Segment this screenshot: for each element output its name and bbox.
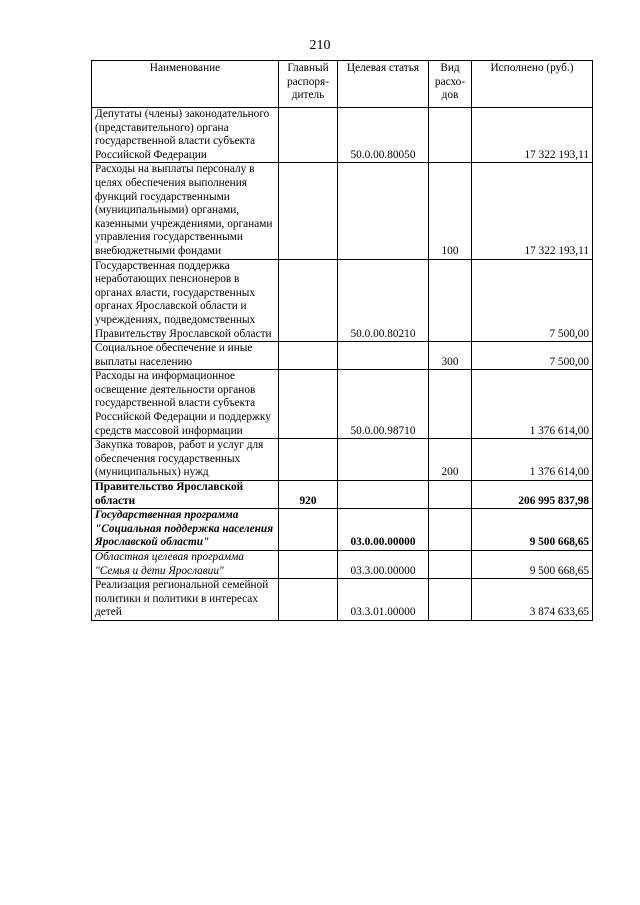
row-target-item-cell: 50.0.00.98710 [338,370,429,439]
row-name-cell: Расходы на информационное освещение деятельности органов государственной власти субъекта Российской Федерации и поддержку средств массовой информации [92,370,279,439]
row-expense-type-cell: 200 [429,439,472,481]
row-name-cell: Социальное обеспечение и иные выплаты населению [92,342,279,370]
page-number: 210 [309,38,331,53]
row-expense-type-cell [429,551,472,579]
row-executed-cell: 7 500,00 [472,259,593,342]
row-main-manager-cell [279,108,338,163]
header-executed: Исполнено (руб.) [472,61,593,108]
row-main-manager-cell [279,551,338,579]
row-main-manager-cell [279,439,338,481]
header-name: Наименование [92,61,279,108]
table-row [92,163,593,259]
row-expense-type-cell [429,259,472,342]
table-row [92,342,593,370]
row-target-item-cell: 03.0.00.00000 [338,509,429,551]
row-expense-type-cell: 300 [429,342,472,370]
row-target-item-cell: 50.0.00.80050 [338,108,429,163]
row-target-item-cell: 03.3.00.00000 [338,551,429,579]
header-main-manager: Главный распоря-дитель [279,61,338,108]
row-executed-cell: 17 322 193,11 [472,108,593,163]
row-executed-cell: 1 376 614,00 [472,370,593,439]
table-row [92,370,593,439]
row-expense-type-cell [429,579,472,621]
row-target-item-cell [338,481,429,509]
row-main-manager-cell: 920 [279,481,338,509]
table-row [92,481,593,509]
row-executed-cell: 3 874 633,65 [472,579,593,621]
table-row [92,551,593,579]
row-name-cell: Депутаты (члены) законодательного (представительного) органа государственной власти субъекта Российской Федерации [92,108,279,163]
row-name-cell: Государственная поддержка неработающих пенсионеров в органах власти, государственных органах Ярославской области и учреждениях, подведомственных Правительству Ярославской области [92,259,279,342]
row-executed-cell: 17 322 193,11 [472,163,593,259]
row-expense-type-cell [429,370,472,439]
row-executed-cell: 9 500 668,65 [472,551,593,579]
row-expense-type-cell [429,509,472,551]
table-row [92,259,593,342]
row-main-manager-cell [279,509,338,551]
row-name-cell: Закупка товаров, работ и услуг для обеспечения государственных (муниципальных) нужд [92,439,279,481]
row-target-item-cell [338,342,429,370]
row-name-cell: Государственная программа "Социальная поддержка населения Ярославской области" [92,509,279,551]
row-main-manager-cell [279,370,338,439]
row-target-item-cell: 03.3.01.00000 [338,579,429,621]
row-name-cell: Расходы на выплаты персоналу в целях обеспечения выполнения функций государственными (муниципальными) органами, казенными учреждениями, органами управления государственными внебюджетными фондами [92,163,279,259]
row-name-cell: Областная целевая программа "Семья и дети Ярославии" [92,551,279,579]
row-expense-type-cell [429,108,472,163]
row-main-manager-cell [279,342,338,370]
table-row [92,509,593,551]
row-executed-cell: 9 500 668,65 [472,509,593,551]
row-executed-cell: 7 500,00 [472,342,593,370]
row-expense-type-cell: 100 [429,163,472,259]
table-header-row [92,61,593,108]
row-target-item-cell [338,163,429,259]
row-target-item-cell [338,439,429,481]
budget-table [91,60,593,621]
header-expense-type: Вид расхо-дов [429,61,472,108]
row-main-manager-cell [279,163,338,259]
table-row [92,439,593,481]
row-executed-cell: 206 995 837,98 [472,481,593,509]
row-executed-cell: 1 376 614,00 [472,439,593,481]
row-main-manager-cell [279,259,338,342]
table-row [92,108,593,163]
header-target-item: Целевая статья [338,61,429,108]
row-expense-type-cell [429,481,472,509]
row-name-cell: Реализация региональной семейной политики и политики в интересах детей [92,579,279,621]
row-name-cell: Правительство Ярославской области [92,481,279,509]
table-row [92,579,593,621]
row-target-item-cell: 50.0.00.80210 [338,259,429,342]
row-main-manager-cell [279,579,338,621]
